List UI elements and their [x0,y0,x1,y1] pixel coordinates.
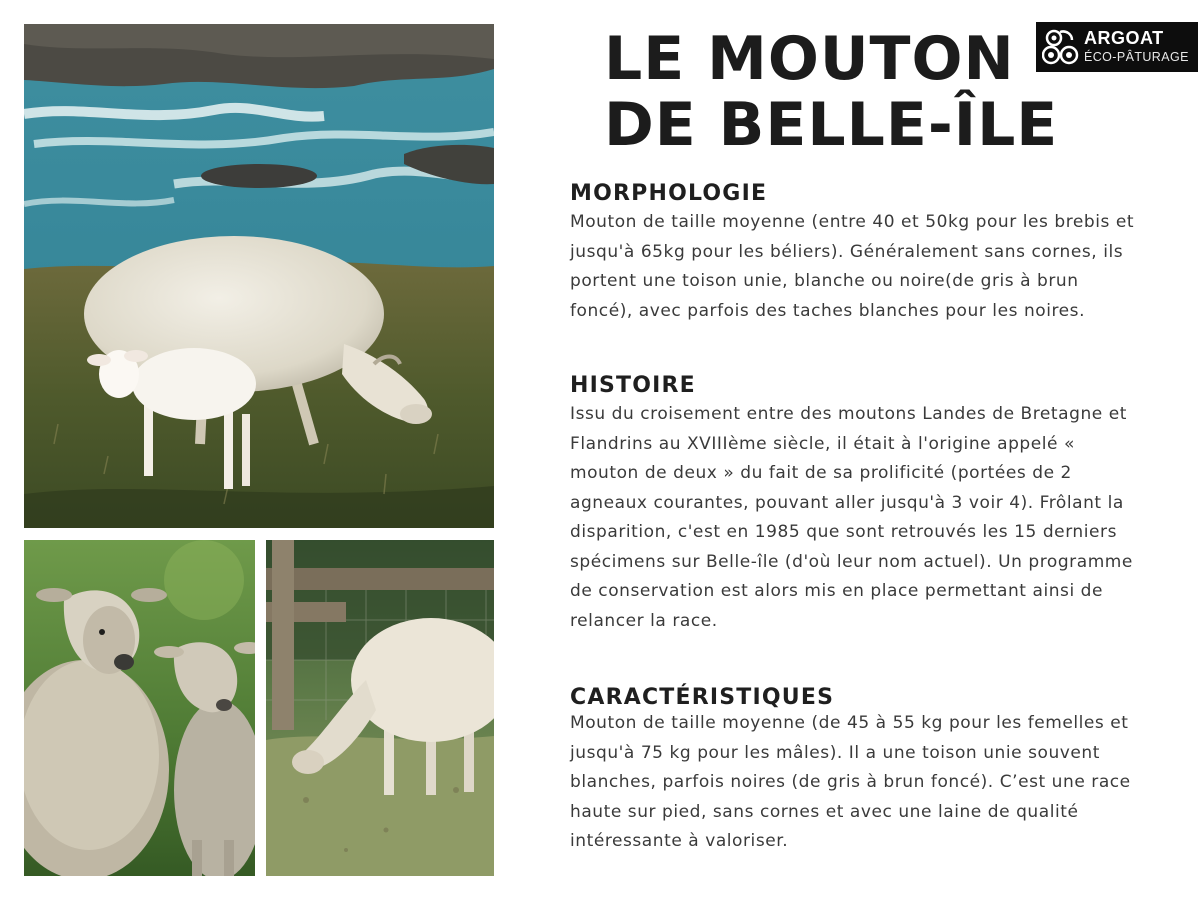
photo-sheep-and-lamb-coast [24,24,494,528]
argoat-logo [1036,22,1198,72]
section-body-caracteristiques: Mouton de taille moyenne (de 45 à 55 kg pour les femelles et jusqu'à 75 kg pour les mâles). Il a une toison unie souvent blanches, parfois noires (de gris à brun foncé). C’est une race haute sur pied, sans cornes et avec une laine de qualité intéressante à valoriser. [570,713,1131,851]
section-heading-caracteristiques: CARACTÉRISTIQUES [570,685,835,710]
page-title-line-1: LE MOUTON [604,24,1015,94]
section-heading-histoire: HISTOIRE [570,373,696,398]
section-histoire [570,372,1145,636]
section-body-histoire: Issu du croisement entre des moutons Landes de Bretagne et Flandrins au XVIIIème siècle, il était à l'origine appelé « mouton de deux » du fait de sa prolificité (portées de 2 agneaux courantes, pouvant aller jusqu'à 3 voir 4). Frôlant la disparition, c'est en 1985 que sont retrouvés les 15 derniers spécimens sur Belle-île (d'où leur nom actuel). Un programme de conservation est alors mis en place permettant ainsi de relancer la race. [570,404,1133,631]
section-body-morphologie: Mouton de taille moyenne (entre 40 et 50kg pour les brebis et jusqu'à 65kg pour les béliers). Généralement sans cornes, ils portent une toison unie, blanche ou noire(de gris à brun foncé), avec parfois des taches blanches pour les noires. [570,212,1135,321]
section-heading-morphologie: MORPHOLOGIE [570,181,768,206]
section-morphologie [570,180,1145,326]
photo-sheep-grazing-fence [266,540,494,876]
logo-name: ARGOAT [1084,28,1164,48]
section-caracteristiques [570,684,1145,857]
photo-ewe-and-lamb-closeup [24,540,255,876]
page-title [604,26,1058,158]
page-title-line-2: DE BELLE-ÎLE [604,90,1059,160]
logo-subtitle: ÉCO-PÂTURAGE [1084,50,1189,64]
